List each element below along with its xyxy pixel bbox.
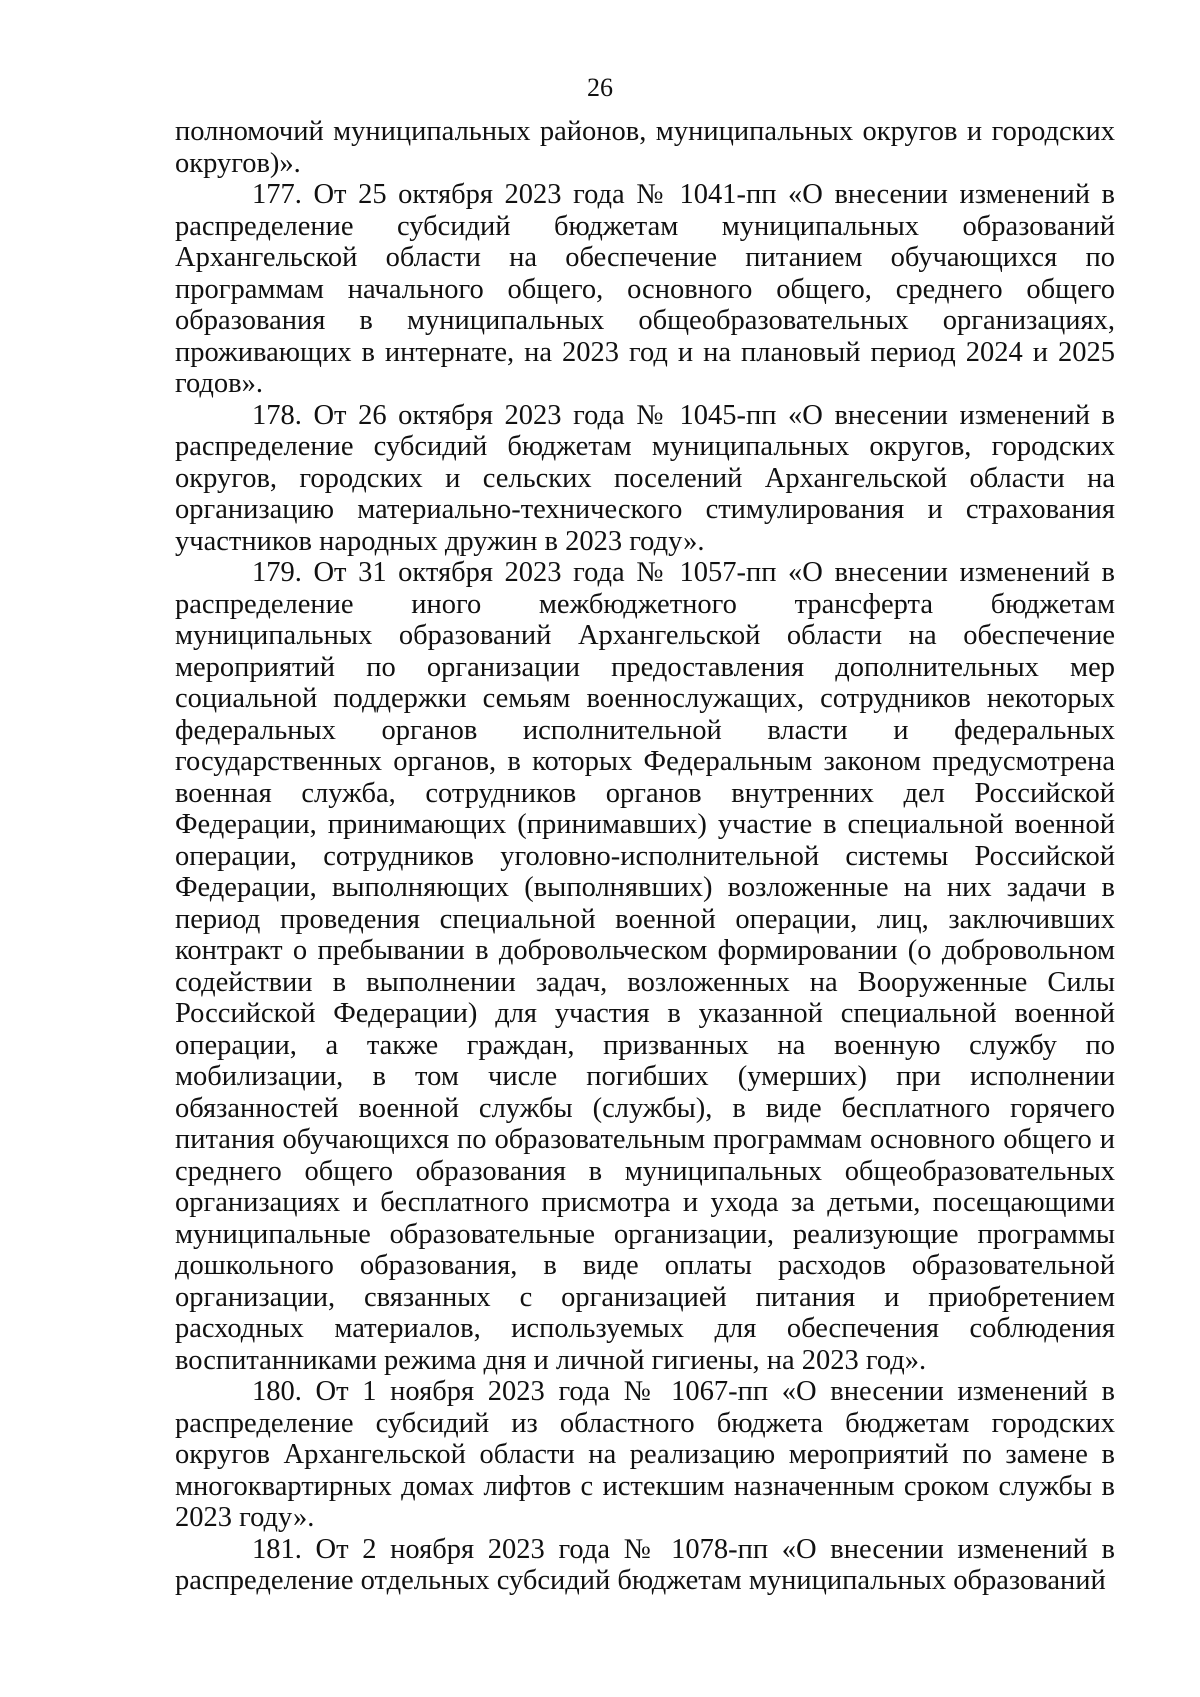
paragraph-item-181: 181. От 2 ноября 2023 года № 1078-пп «О внесении изменений в распределение отдельных субсидий бюджетам муниципальных образований — [175, 1533, 1115, 1596]
paragraph-item-179: 179. От 31 октября 2023 года № 1057-пп «О внесении изменений в распределение иного межбюджетного трансферта бюджетам муниципальных образований Архангельской области на обеспечение мероприятий по организации предоставления дополнительных мер социальной поддержки семьям военнослужащих, сотрудников некоторых федеральных органов исполнительной власти и федеральных государственных органов, в которых Федеральным законом предусмотрена военная служба, сотрудников органов внутренних дел Российской Федерации, принимающих (принимавших) участие в специальной военной операции, сотрудников уголовно-исполнительной системы Российской Федерации, выполняющих (выполнявших) возложенные на них задачи в период проведения специальной военной операции, лиц, заключивших контракт о пребывании в добровольческом формировании (о добровольном содействии в выполнении задач, возложенных на Вооруженные Силы Российской Федерации) для участия в указанной специальной военной операции, а также граждан, призванных на военную службу по мобилизации, в том числе погибших (умерших) при исполнении обязанностей военной службы (службы), в виде бесплатного горячего питания обучающихся по образовательным программам основного общего и среднего общего образования в муниципальных общеобразовательных организациях и бесплатного присмотра и ухода за детьми, посещающими муниципальные образовательные организации, реализующие программы дошкольного образования, в виде оплаты расходов образовательной организации, связанных с организацией питания и приобретением расходных материалов, используемых для обеспечения соблюдения воспитанниками режима дня и личной гигиены, на 2023 год». — [175, 557, 1115, 1376]
paragraph-item-178: 178. От 26 октября 2023 года № 1045-пп «О внесении изменений в распределение субсидий бюджетам муниципальных округов, городских округов, городских и сельских поселений Архангельской области на организацию материально-технического стимулирования и страхования участников народных дружин в 2023 году». — [175, 399, 1115, 557]
page-number: 26 — [587, 73, 613, 102]
paragraph-item-180: 180. От 1 ноября 2023 года № 1067-пп «О внесении изменений в распределение субсидий из областного бюджета бюджетам городских округов Архангельской области на реализацию мероприятий по замене в многоквартирных домах лифтов с истекшим назначенным сроком службы в 2023 году». — [175, 1376, 1115, 1533]
paragraph-item-177: 177. От 25 октября 2023 года № 1041-пп «О внесении изменений в распределение субсидий бюджетам муниципальных образований Архангельской области на обеспечение питанием обучающихся по программам начального общего, основного общего, среднего общего образования в муниципальных общеобразовательных организациях, проживающих в интернате, на 2023 год и на плановый период 2024 и 2025 годов». — [175, 179, 1115, 399]
document-body — [175, 116, 1115, 1597]
paragraph-continuation: полномочий муниципальных районов, муниципальных округов и городских округов)». — [175, 116, 1115, 179]
